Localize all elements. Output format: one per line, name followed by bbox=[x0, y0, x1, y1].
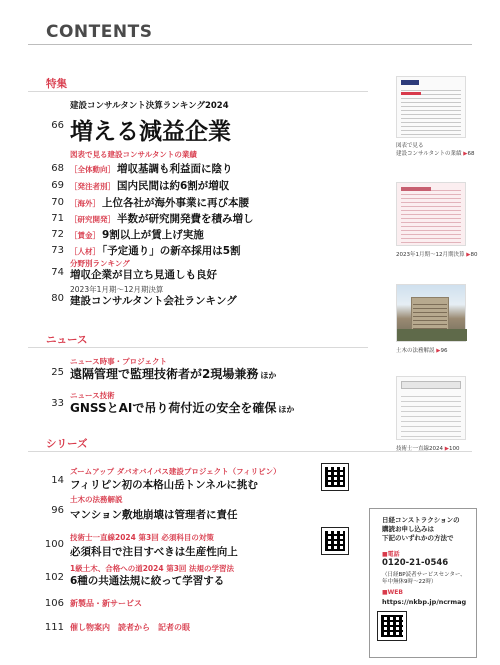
series-kicker: ズームアップ ダバオバイパス建設プロジェクト（フィリピン） bbox=[70, 467, 281, 476]
series-page: 106 bbox=[44, 598, 64, 609]
series-title[interactable]: 催し物案内 読者から 記者の眼 bbox=[70, 623, 190, 632]
feature-item-tag: ［研究開発］ bbox=[70, 215, 115, 224]
thumbnail-ranking[interactable] bbox=[396, 182, 466, 246]
series-title[interactable]: 必須科目で注目すべきは生産性向上 bbox=[70, 546, 238, 558]
series-kicker: 土木の法務解説 bbox=[70, 495, 123, 504]
news-hoka: ほか bbox=[260, 371, 277, 380]
news-title: GNSSとAIで吊り荷付近の安全を確保 bbox=[70, 401, 277, 415]
feature-item[interactable] bbox=[70, 195, 249, 210]
section-series-label: シリーズ bbox=[46, 438, 88, 450]
thumbnail-caption: 土木の法務解説 ▶96 bbox=[396, 348, 448, 354]
feature-main-title[interactable]: 増える減益企業 bbox=[70, 119, 231, 145]
phone-note: 年中無休9時～22時） bbox=[382, 579, 437, 585]
section-feature-label: 特集 bbox=[46, 78, 67, 90]
feature-item-page: 71 bbox=[51, 213, 64, 224]
news-item[interactable] bbox=[70, 365, 276, 382]
series-page: 111 bbox=[44, 622, 64, 633]
news-title: 遠隔管理で監理技術者が2現場兼務 bbox=[70, 367, 259, 381]
thumbnail-caption-text: 技術士一直線2024 bbox=[396, 446, 443, 452]
thumbnail-table[interactable] bbox=[396, 76, 466, 138]
feature-ranking-kicker: 2023年1月期～12月期決算 bbox=[70, 285, 164, 294]
thumbnail-caption: 建設コンサルタントの業績 ▶68 bbox=[396, 151, 475, 157]
web-label: ■WEB bbox=[382, 589, 403, 596]
feature-item[interactable] bbox=[70, 161, 233, 176]
series-title[interactable]: マンション敷地崩壊は管理者に責任 bbox=[70, 509, 238, 521]
thumbnail-page: 68 bbox=[467, 151, 475, 157]
thumbnail-caption-text: 2023年1月期～12月期決算 bbox=[396, 252, 465, 258]
feature-item-page: 72 bbox=[51, 229, 64, 240]
news-page: 33 bbox=[51, 398, 64, 409]
news-item[interactable] bbox=[70, 399, 294, 416]
qr-code-icon[interactable] bbox=[322, 528, 348, 554]
feature-item[interactable] bbox=[70, 211, 254, 226]
feature-field-page: 74 bbox=[51, 267, 64, 278]
news-kicker: ニュース時事・プロジェクト bbox=[70, 357, 167, 366]
feature-item-page: 69 bbox=[51, 180, 64, 191]
qr-code-icon[interactable] bbox=[322, 464, 348, 490]
feature-item-page: 68 bbox=[51, 163, 64, 174]
thumbnail-caption-text: 土木の法務解説 bbox=[396, 348, 435, 354]
feature-item-text: 9割以上が賃上げ実施 bbox=[102, 229, 204, 241]
subscribe-url[interactable]: https://nkbp.jp/ncrmag bbox=[382, 598, 467, 606]
feature-item-text: 増収基調も利益面に陰り bbox=[117, 163, 233, 175]
section-feature-divider bbox=[28, 91, 368, 92]
feature-field-title[interactable]: 増収企業が目立ち見通しも良好 bbox=[70, 269, 217, 281]
thumbnail-caption: 図表で見る bbox=[396, 143, 424, 149]
series-page: 100 bbox=[44, 539, 64, 550]
phone-note: （日経BP読者サービスセンター、 bbox=[382, 572, 466, 578]
thumbnail-page: 80 bbox=[470, 252, 478, 258]
subscribe-box bbox=[369, 508, 477, 658]
feature-main-page: 66 bbox=[51, 120, 64, 131]
subscribe-line: 日経コンストラクションの bbox=[382, 516, 460, 524]
feature-item-page: 73 bbox=[51, 245, 64, 256]
thumbnail-caption-text: 建設コンサルタントの業績 bbox=[396, 151, 462, 157]
feature-item-tag: ［全体動向］ bbox=[70, 165, 115, 174]
section-news-divider bbox=[28, 347, 368, 348]
feature-item-text: 半数が研究開発費を積み増し bbox=[117, 213, 254, 225]
thumbnail-page: 100 bbox=[448, 446, 460, 452]
series-title[interactable]: 6種の共通法規に絞って学習する bbox=[70, 575, 225, 587]
feature-item-tag: ［発注者別］ bbox=[70, 182, 115, 191]
thumbnail-document[interactable] bbox=[396, 376, 466, 440]
thumbnail-caption: 技術士一直線2024 ▶100 bbox=[396, 446, 460, 452]
feature-item[interactable] bbox=[70, 243, 241, 258]
feature-item[interactable] bbox=[70, 178, 229, 193]
series-kicker: 技術士一直線2024 第3回 必須科目の対策 bbox=[70, 533, 214, 542]
page-title: CONTENTS bbox=[46, 22, 153, 42]
series-kicker: 1級土木、合格への道2024 第3回 法規の学習法 bbox=[70, 564, 235, 573]
feature-item-tag: ［賃金］ bbox=[70, 231, 100, 240]
qr-code-icon[interactable] bbox=[378, 612, 406, 640]
feature-ranking-title[interactable]: 建設コンサルタント会社ランキング bbox=[70, 295, 237, 307]
feature-item-text: 上位各社が海外事業に再び本腰 bbox=[102, 197, 249, 209]
series-title[interactable]: 新製品・新サービス bbox=[70, 599, 142, 608]
news-page: 25 bbox=[51, 367, 64, 378]
title-divider bbox=[28, 44, 472, 45]
feature-item-tag: ［海外］ bbox=[70, 199, 100, 208]
news-kicker: ニュース技術 bbox=[70, 391, 115, 400]
subscribe-line: 購読お申し込みは bbox=[382, 525, 434, 533]
feature-item-text: 「予定通り」の新卒採用は5割 bbox=[102, 245, 241, 257]
series-title[interactable]: フィリピン初の本格山岳トンネルに挑む bbox=[70, 479, 258, 491]
series-page: 102 bbox=[44, 572, 64, 583]
thumbnail-photo-building[interactable] bbox=[396, 284, 466, 342]
feature-sub-kicker: 図表で見る建設コンサルタントの業績 bbox=[70, 150, 197, 159]
phone-label: ■電話 bbox=[382, 551, 400, 558]
feature-item-page: 70 bbox=[51, 197, 64, 208]
feature-item-text: 国内民間は約6割が増収 bbox=[117, 180, 230, 192]
feature-field-kicker: 分野別ランキング bbox=[70, 259, 130, 268]
series-page: 96 bbox=[51, 505, 64, 516]
phone-number[interactable]: 0120-21-0546 bbox=[382, 558, 449, 568]
subscribe-line: 下記のいずれかの方法で bbox=[382, 534, 454, 542]
feature-main-kicker: 建設コンサルタント決算ランキング2024 bbox=[70, 101, 229, 111]
thumbnail-page: 96 bbox=[440, 348, 448, 354]
feature-ranking-page: 80 bbox=[51, 293, 64, 304]
series-page: 14 bbox=[51, 475, 64, 486]
section-news-label: ニュース bbox=[46, 334, 88, 346]
thumbnail-caption: 2023年1月期～12月期決算 ▶80 bbox=[396, 252, 478, 258]
news-hoka: ほか bbox=[278, 405, 295, 414]
feature-item[interactable] bbox=[70, 227, 204, 242]
feature-item-tag: ［人材］ bbox=[70, 247, 100, 256]
